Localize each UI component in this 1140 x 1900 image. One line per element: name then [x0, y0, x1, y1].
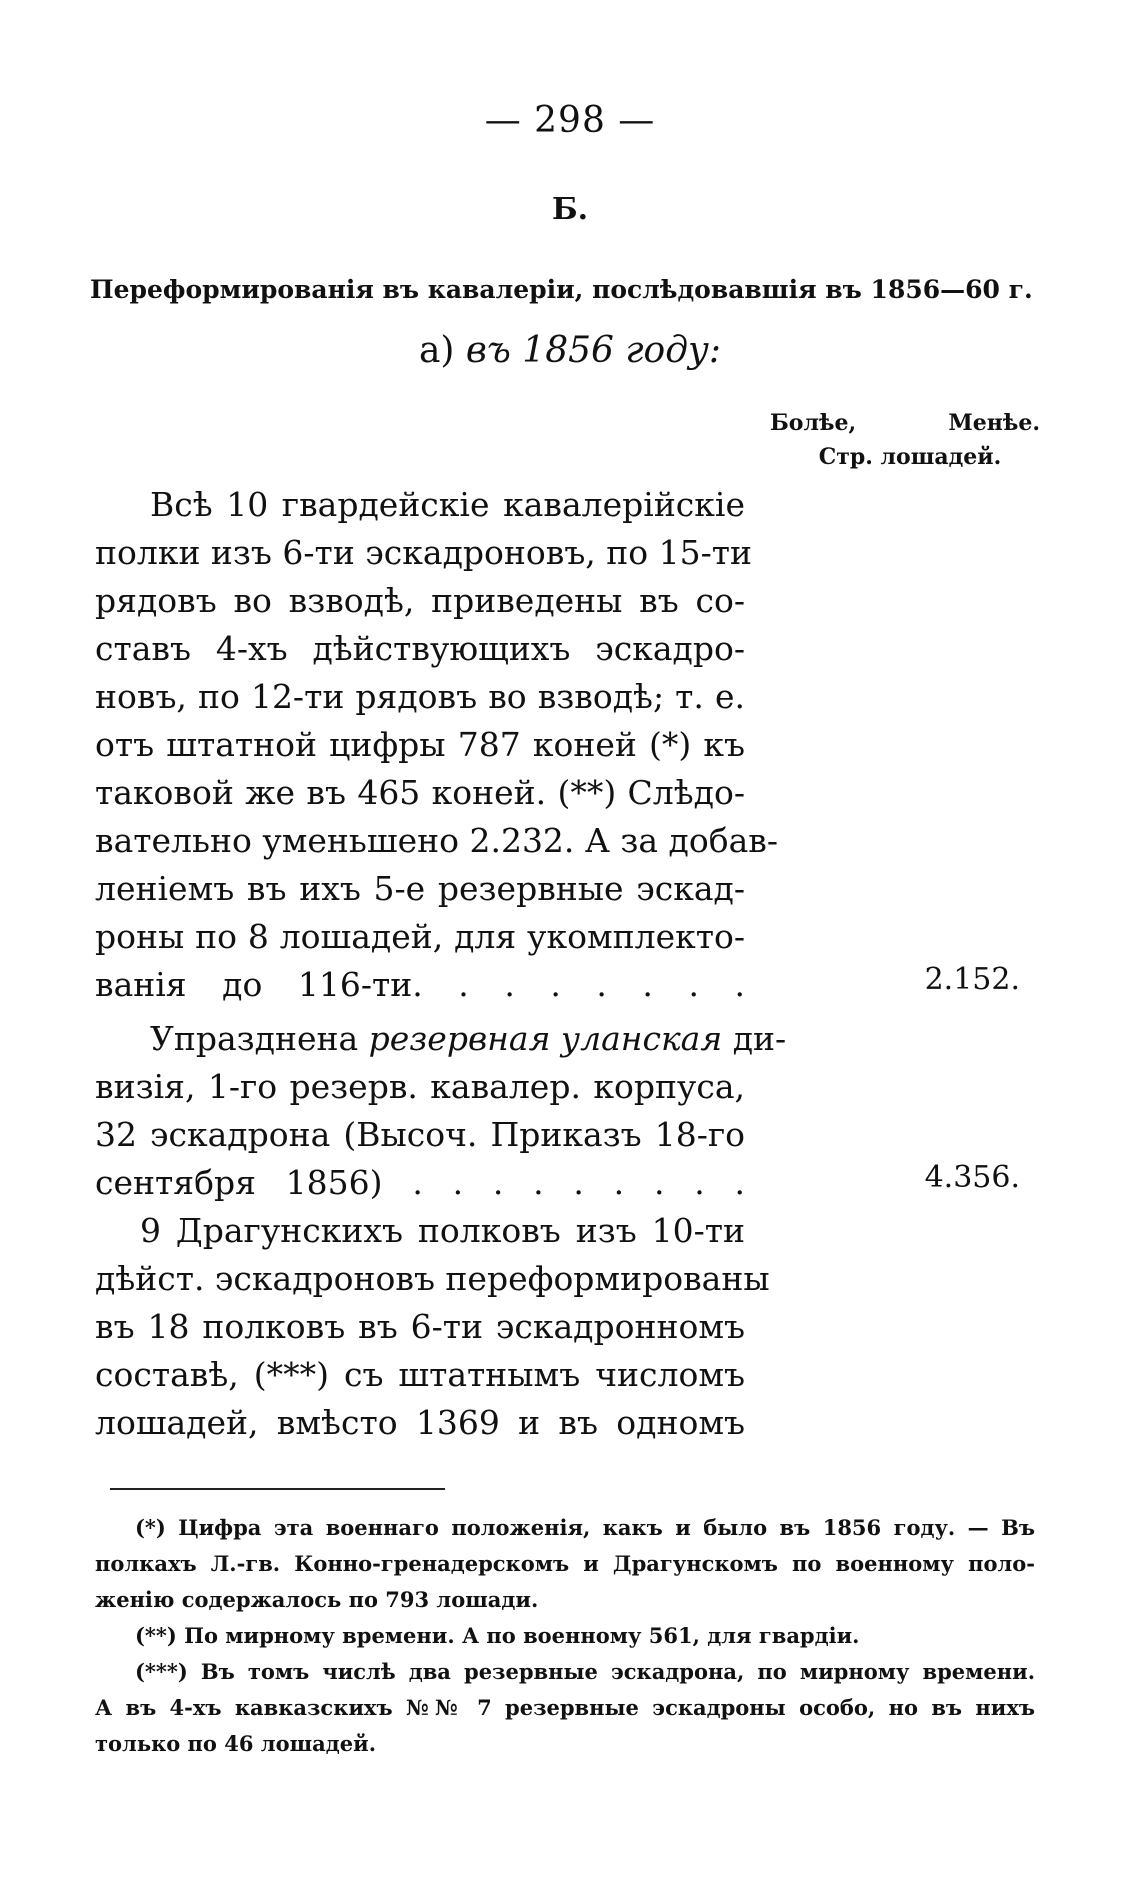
p3-line: въ 18 полковъ въ 6-ти эскадронномъ	[95, 1307, 745, 1346]
p1-line: ванія до 116-ти. . . . . . . .	[95, 965, 745, 1004]
p1-line: отъ штатной цифры 787 коней (*) къ	[95, 725, 745, 764]
paragraph-2	[95, 1015, 787, 1207]
p2-italic: резервная уланская	[368, 1019, 723, 1058]
p3-line: лошадей, вмѣсто 1369 и въ одномъ	[95, 1403, 745, 1442]
subheading	[0, 330, 1140, 371]
p1-line: Всѣ 10 гвардейскіе кавалерійскіе	[150, 485, 745, 524]
p2-line: сентября 1856) . . . . . . . . .	[95, 1163, 745, 1202]
paragraph-3	[95, 1207, 770, 1447]
section-letter: Б.	[551, 192, 589, 227]
p1-line: полки изъ 6-ти эскадроновъ, по 15-ти	[95, 533, 753, 572]
p1-line: ставъ 4-хъ дѣйствующихъ эскадро-	[95, 629, 745, 668]
p1-line: новъ, по 12-ти рядовъ во взводѣ; т. е.	[95, 677, 745, 716]
footnotes	[95, 1510, 1035, 1762]
p3-line: составѣ, (***) съ штатнымъ числомъ	[95, 1355, 745, 1394]
footnote-3-line: (***) Въ томъ числѣ два резервные эскадрона, по мирному времени.	[135, 1659, 1035, 1684]
page-number: — 298 —	[484, 100, 656, 141]
p2-line: 32 эскадрона (Высоч. Приказъ 18-го	[95, 1115, 745, 1154]
section-title: Переформированія въ кавалеріи, послѣдовавшія въ 1856—60 г.	[90, 275, 1033, 304]
p1-line: рядовъ во взводѣ, приведены въ со-	[95, 581, 745, 620]
subheading-text: въ 1856 году:	[465, 330, 722, 371]
p1-line: таковой же въ 465 коней. (**) Слѣдо-	[95, 773, 745, 812]
footnote-3-line: А въ 4-хъ кавказскихъ №№ 7 резервные эскадроны особо, но въ нихъ	[95, 1695, 1035, 1720]
p3-line: дѣйст. эскадроновъ переформированы	[95, 1259, 770, 1298]
column-header-less: Менѣе.	[948, 410, 1040, 436]
p1-line: роны по 8 лошадей, для укомплекто-	[95, 917, 745, 956]
subheading-prefix: а)	[418, 330, 455, 371]
footnote-1-line: полкахъ Л.-гв. Конно-гренадерскомъ и Драгунскомъ по военному поло-	[95, 1551, 1035, 1576]
column-header-more: Болѣе,	[770, 410, 857, 436]
footnote-divider	[110, 1488, 445, 1490]
p1-line: вательно уменьшено 2.232. А за добав-	[95, 821, 779, 860]
p3-line: 9 Драгунскихъ полковъ изъ 10-ти	[140, 1211, 745, 1250]
p1-line: леніемъ въ ихъ 5-е резервные эскад-	[95, 869, 745, 908]
column-header-sub: Стр. лошадей.	[818, 444, 1002, 470]
footnote-2-line: (**) По мирному времени. А по военному 561, для гвардіи.	[135, 1623, 860, 1648]
p2-line: Упразднена резервная уланская ди-	[150, 1019, 787, 1058]
footnote-3-line: только по 46 лошадей.	[95, 1731, 377, 1756]
footnote-1-line: женію содержалось по 793 лошади.	[95, 1587, 539, 1612]
footnote-1-line: (*) Цифра эта военнаго положенія, какъ и было въ 1856 году. — Въ	[135, 1515, 1035, 1540]
column-headers	[770, 410, 1040, 470]
figure-2152: 2.152.	[924, 962, 1020, 997]
figure-4356: 4.356.	[924, 1160, 1020, 1195]
p2-line: визія, 1-го резерв. кавалер. корпуса,	[95, 1067, 745, 1106]
paragraph-1	[95, 481, 779, 1009]
